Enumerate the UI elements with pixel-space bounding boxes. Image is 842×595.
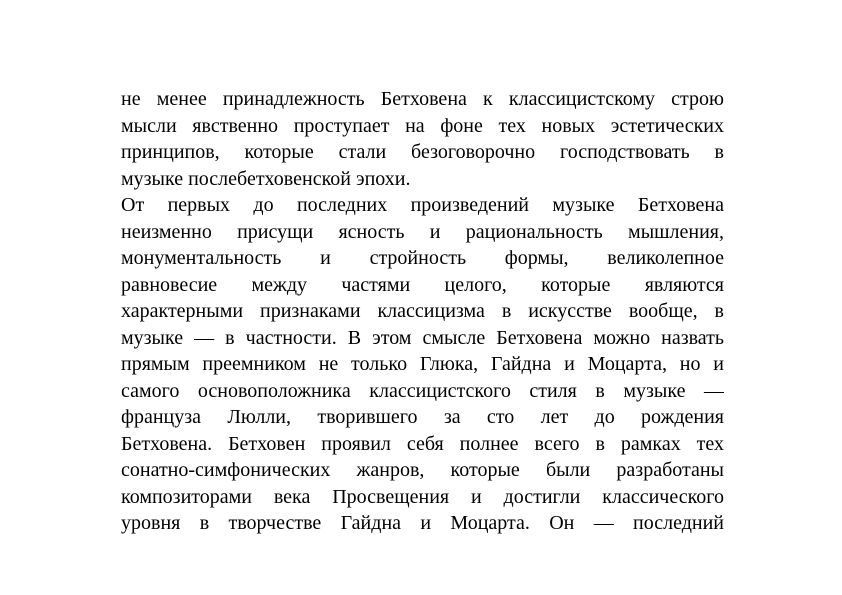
- body-text: [121, 86, 724, 537]
- text-line-13: француза Люлли, творившего за сто лет до рождения: [121, 406, 724, 428]
- text-line-14: Бетховена. Бетховен проявил себя полнее всего в рамках тех: [121, 432, 724, 455]
- text-line-12: самого основоположника классицистского стиля в музыке —: [121, 379, 724, 402]
- text-line-5: От первых до последних произведений музыке Бетховена: [121, 194, 724, 216]
- text-line-1: не менее принадлежность Бетховена к классицистскому строю: [121, 88, 724, 110]
- text-line-4: музыке послебетховенской эпохи.: [121, 167, 411, 190]
- text-line-3: принципов, которые стали безоговорочно господствовать в: [121, 141, 724, 163]
- text-line-6: неизменно присущи ясность и рациональность мышления,: [121, 220, 724, 243]
- text-line-9: характерными признаками классицизма в искусстве вообще, в: [121, 300, 724, 322]
- text-line-15: сонатно-симфонических жанров, которые были разработаны: [121, 459, 724, 481]
- text-line-17: уровня в творчестве Гайдна и Моцарта. Он — последний: [121, 512, 724, 534]
- text-line-11: прямым преемником не только Глюка, Гайдна и Моцарта, но и: [121, 353, 724, 375]
- text-line-8: равновесие между частями целого, которые являются: [121, 273, 724, 296]
- text-line-2: мысли явственно проступает на фоне тех новых эстетических: [121, 114, 724, 137]
- text-line-7: монументальность и стройность формы, великолепное: [121, 247, 724, 269]
- text-line-10: музыке — в частности. В этом смысле Бетховена можно назвать: [121, 326, 724, 349]
- text-line-16: композиторами века Просвещения и достигли классического: [121, 485, 724, 508]
